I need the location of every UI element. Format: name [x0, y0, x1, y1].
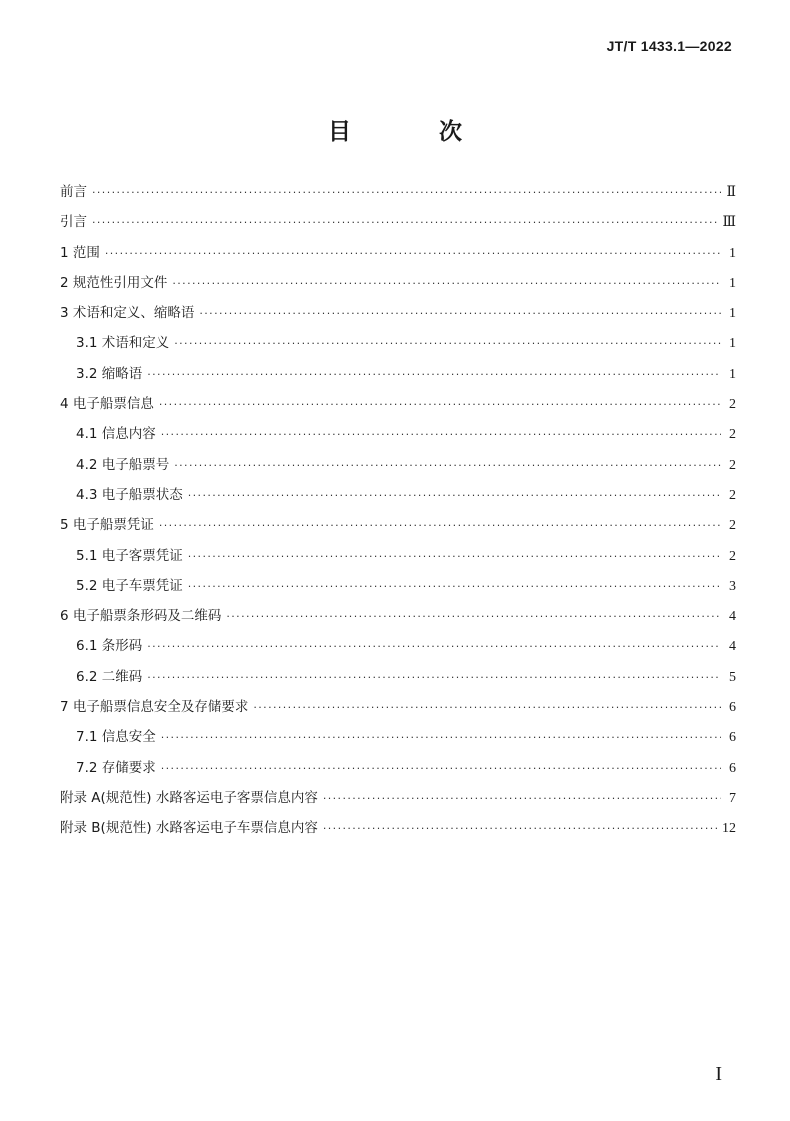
toc-entry[interactable] [60, 241, 736, 271]
toc-dot-leader [147, 640, 721, 653]
toc-entry-label: 1 范围 [60, 244, 100, 261]
toc-entry[interactable] [60, 786, 736, 816]
toc-entry[interactable] [60, 695, 736, 725]
toc-entry-page: 2 [729, 518, 736, 534]
toc-dot-leader [147, 671, 721, 684]
toc-dot-leader [172, 277, 721, 290]
toc-entry-label: 7.1 信息安全 [76, 729, 156, 746]
toc-entry[interactable] [60, 604, 736, 634]
page-number: I [715, 1063, 722, 1085]
toc-entry[interactable] [60, 483, 736, 513]
toc-entry-page: 1 [729, 336, 736, 352]
toc-entry[interactable] [60, 331, 736, 361]
toc-entry[interactable] [60, 544, 736, 574]
toc-entry-page: 6 [729, 730, 736, 746]
toc-dot-leader [323, 792, 721, 805]
toc-entry[interactable] [60, 392, 736, 422]
toc-dot-leader [92, 186, 721, 199]
toc-entry-label: 7 电子船票信息安全及存储要求 [60, 699, 249, 716]
toc-entry[interactable] [60, 362, 736, 392]
toc-entry-page: 6 [729, 700, 736, 716]
toc-entry-page: 5 [729, 669, 736, 685]
toc-entry-label: 4.1 信息内容 [76, 426, 156, 443]
toc-dot-leader [161, 731, 721, 744]
toc-entry-page: 2 [729, 427, 736, 443]
toc-entry[interactable] [60, 725, 736, 755]
table-of-contents [60, 180, 736, 847]
toc-entry-page: Ⅱ [726, 185, 736, 200]
toc-entry-page: 6 [729, 760, 736, 776]
toc-entry-page: 1 [729, 306, 736, 322]
toc-entry[interactable] [60, 513, 736, 543]
toc-entry-label: 5 电子船票凭证 [60, 517, 154, 534]
toc-entry-page: 12 [722, 821, 736, 837]
toc-entry-page: 2 [729, 397, 736, 413]
toc-dot-leader [147, 368, 721, 381]
toc-entry-label: 3.1 术语和定义 [76, 335, 170, 352]
toc-entry-label: 附录 A(规范性) 水路客运电子客票信息内容 [60, 789, 318, 806]
toc-entry-label: 3.2 缩略语 [76, 365, 143, 382]
toc-entry-page: 2 [729, 457, 736, 473]
toc-dot-leader [174, 337, 721, 350]
toc-entry-page: 1 [729, 275, 736, 291]
toc-dot-leader [92, 216, 717, 229]
toc-dot-leader [226, 610, 721, 623]
toc-entry-label: 2 规范性引用文件 [60, 274, 168, 291]
toc-dot-leader [188, 550, 721, 563]
toc-entry-page: 4 [729, 609, 736, 625]
document-code: JT/T 1433.1—2022 [606, 38, 732, 54]
toc-entry-label: 5.2 电子车票凭证 [76, 577, 183, 594]
toc-dot-leader [253, 701, 721, 714]
toc-dot-leader [161, 762, 721, 775]
toc-entry-label: 4 电子船票信息 [60, 396, 154, 413]
toc-entry[interactable] [60, 453, 736, 483]
toc-entry-label: 附录 B(规范性) 水路客运电子车票信息内容 [60, 820, 318, 837]
toc-entry-page: 3 [729, 578, 736, 594]
toc-entry-label: 6.1 条形码 [76, 638, 143, 655]
toc-dot-leader [159, 398, 721, 411]
toc-entry-label: 5.1 电子客票凭证 [76, 547, 183, 564]
toc-entry-label: 4.2 电子船票号 [76, 456, 170, 473]
toc-entry[interactable] [60, 634, 736, 664]
page-title: 目 次 [327, 119, 502, 145]
toc-entry-label: 3 术语和定义、缩略语 [60, 305, 195, 322]
toc-dot-leader [159, 519, 721, 532]
toc-entry[interactable] [60, 301, 736, 331]
toc-entry-page: 2 [729, 548, 736, 564]
toc-entry-label: 6 电子船票条形码及二维码 [60, 608, 222, 625]
toc-entry-label: 引言 [60, 214, 87, 231]
toc-entry-label: 前言 [60, 184, 87, 200]
toc-dot-leader [161, 428, 721, 441]
toc-dot-leader [174, 459, 721, 472]
toc-entry-page: 7 [729, 790, 736, 806]
toc-entry[interactable] [60, 422, 736, 452]
toc-entry[interactable] [60, 756, 736, 786]
toc-entry[interactable] [60, 665, 736, 695]
toc-entry[interactable] [60, 574, 736, 604]
toc-dot-leader [188, 580, 721, 593]
toc-entry-label: 4.3 电子船票状态 [76, 486, 183, 503]
toc-entry-page: Ⅲ [722, 215, 736, 231]
toc-entry[interactable] [60, 816, 736, 846]
toc-entry[interactable] [60, 180, 736, 210]
toc-entry-label: 6.2 二维码 [76, 668, 143, 685]
toc-entry-label: 7.2 存储要求 [76, 759, 156, 776]
toc-dot-leader [188, 489, 721, 502]
toc-entry[interactable] [60, 210, 736, 240]
toc-entry-page: 1 [729, 245, 736, 261]
toc-entry-page: 1 [729, 366, 736, 382]
toc-entry-page: 4 [729, 639, 736, 655]
toc-dot-leader [105, 247, 721, 260]
toc-entry[interactable] [60, 271, 736, 301]
toc-dot-leader [323, 822, 717, 835]
toc-dot-leader [199, 307, 721, 320]
toc-entry-page: 2 [729, 487, 736, 503]
